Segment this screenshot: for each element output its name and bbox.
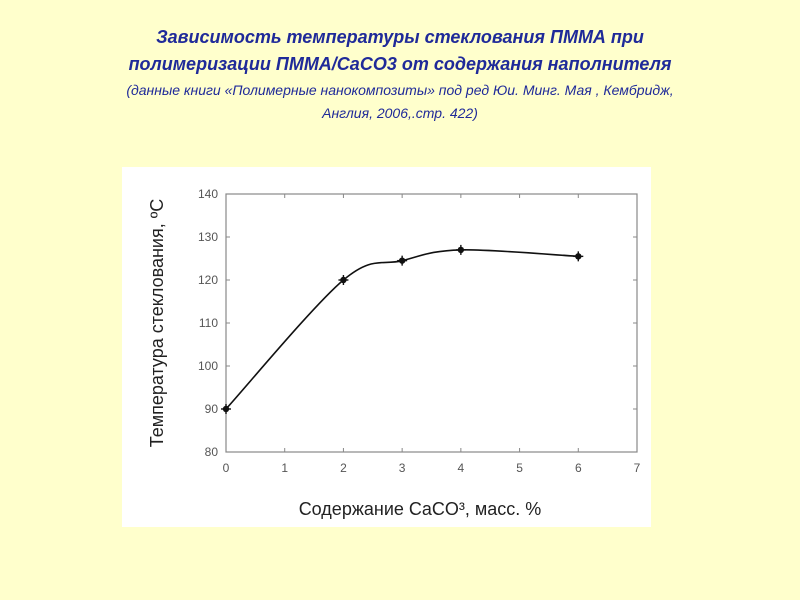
data-point xyxy=(456,245,466,255)
slide-subtitle-line-2: Англия, 2006,.стр. 422) xyxy=(322,105,478,121)
y-tick-label: 110 xyxy=(198,316,218,330)
y-tick-label: 120 xyxy=(197,273,218,287)
x-axis-title: Содержание CaCO³, масс. % xyxy=(298,499,542,519)
y-tick-label: 90 xyxy=(204,402,218,416)
slide-title-line-2: полимеризации ПММА/CaCO3 от содержания наполнителя xyxy=(128,54,672,74)
x-tick-label: 2 xyxy=(340,461,347,475)
slide-title-line-1: Зависимость температуры стеклования ПММА при xyxy=(156,27,644,47)
data-point xyxy=(573,251,583,261)
data-points xyxy=(221,245,583,414)
x-tick-label: 6 xyxy=(574,461,582,475)
chart-figure xyxy=(122,167,651,527)
x-tick-label: 5 xyxy=(516,461,523,475)
series-curve xyxy=(226,250,578,409)
y-tick-label: 130 xyxy=(197,230,218,244)
chart-svg xyxy=(122,167,651,527)
plot-area-frame xyxy=(226,194,637,452)
x-tick-label: 1 xyxy=(281,461,289,475)
slide-header xyxy=(0,24,800,124)
y-axis-ticks xyxy=(198,187,637,459)
y-tick-label: 80 xyxy=(204,445,218,459)
x-tick-label: 4 xyxy=(457,461,465,475)
x-tick-label: 0 xyxy=(222,461,230,475)
x-axis-ticks xyxy=(223,194,641,475)
x-tick-label: 7 xyxy=(633,461,641,475)
x-tick-label: 3 xyxy=(398,461,406,475)
slide-subtitle-line-1: (данные книги «Полимерные нанокомпозиты» под ред Юи. Минг. Мая , Кембридж, xyxy=(126,82,674,98)
y-axis-title: Температура стеклования, ºС xyxy=(147,198,167,448)
data-point xyxy=(397,256,407,266)
y-tick-label: 100 xyxy=(197,359,218,373)
y-tick-label: 140 xyxy=(197,187,218,201)
